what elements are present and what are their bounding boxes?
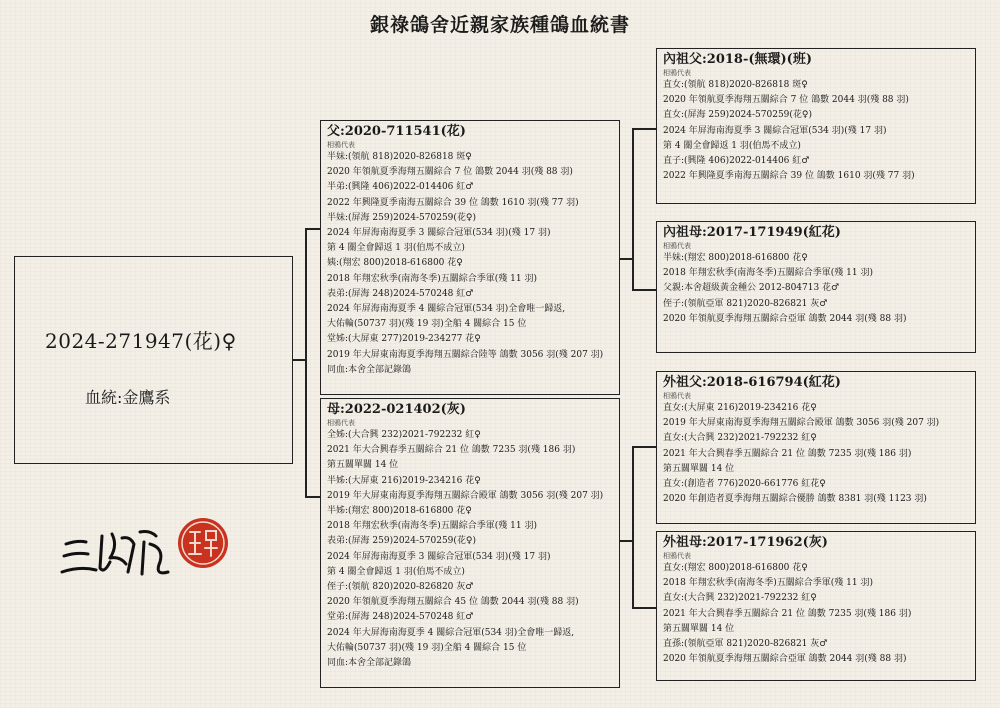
record-line: 半妹:(屏海 259)2024-570259(花♀) [327, 212, 476, 223]
record-line: 2020 年領航夏季海翔五關綜合 7 位 鴿數 2044 羽(殘 88 羽) [663, 95, 909, 106]
page-title: 銀祿鴿舍近親家族種鴿血統書 [369, 14, 630, 36]
record-line: 2020 年領航夏季海翔五關綜合 7 位 鴿數 2044 羽(殘 88 羽) [327, 167, 573, 178]
pgm-ring: 內祖母:2017-171949(紅花) [663, 225, 841, 240]
record-line: 2018 年翔宏秋季(南海冬季)五關綜合季軍(殘 11 羽) [663, 578, 873, 589]
main-ring-number: 2024-271947(花)♀ [45, 329, 237, 353]
paternal-grandmother-box [656, 221, 976, 353]
record-line: 第 4 關全會歸返 1 羽(伯馬不成立) [327, 566, 465, 577]
father-ring: 父:2020-711541(花) [327, 124, 466, 139]
record-line: 2021 年大合興春季五關綜合 21 位 鴿數 7235 羽(殘 186 羽) [663, 608, 912, 619]
record-line: 姨:(翔宏 800)2018-616800 花♀ [327, 258, 463, 269]
red-seal-stamp [176, 516, 230, 570]
record-line: 2022 年興隆夏季南海五關綜合 39 位 鴿數 1610 羽(殘 77 羽) [663, 171, 915, 182]
record-line: 2021 年大合興春季五關綜合 21 位 鴿數 7235 羽(殘 186 羽) [327, 445, 576, 456]
paternal-grandfather-box [656, 48, 976, 204]
record-line: 半姊:(翔宏 800)2018-616800 花♀ [327, 506, 472, 517]
record-line: 2019 年大屏東南海夏季海翔五關綜合殿軍 鴿數 3056 羽(殘 207 羽) [327, 490, 604, 501]
record-line: 半妹:(翔宏 800)2018-616800 花♀ [663, 253, 808, 263]
record-line: 2024 年屏海南海夏季 4 關綜合冠軍(534 羽)全會唯一歸返, [327, 304, 566, 315]
record-line: 第五關單關 14 位 [663, 623, 735, 634]
record-line: 2024 年大屏海南海夏季 4 關綜合冠軍(534 羽)全會唯一歸返, [327, 627, 575, 638]
record-line: 2020 年創造者夏季海翔五關綜合優勝 鴿數 8381 羽(殘 1123 羽) [663, 494, 927, 505]
mgm-lines [663, 561, 969, 667]
record-line: 表弟:(屏海 248)2024-570248 紅♂ [327, 288, 474, 299]
pgm-sub: 相鴉代表 [663, 242, 691, 250]
father-box [320, 120, 620, 395]
main-strain: 血統:金鷹系 [85, 388, 171, 407]
record-line: 2019 年大屏東南海夏季海翔五關綜合陸等 鴿數 3056 羽(殘 207 羽) [327, 349, 604, 360]
pgf-lines [663, 78, 969, 184]
handwritten-signature [60, 522, 180, 582]
record-line: 2019 年大屏東南海夏季海翔五關綜合殿軍 鴿數 3056 羽(殘 207 羽) [663, 418, 940, 429]
record-line: 第 4 關全會歸返 1 羽(伯馬不成立) [327, 243, 465, 254]
record-line: 2024 年屏海南海夏季 3 關綜合冠軍(534 羽)(殘 17 羽) [327, 228, 551, 239]
record-line: 半弟:(興隆 406)2022-014406 紅♂ [327, 182, 474, 193]
connector-father [305, 228, 320, 230]
main-pigeon-box [14, 256, 293, 464]
record-line: 直女:(大合興 232)2021-792232 紅♀ [663, 593, 817, 604]
mother-ring: 母:2022-021402(灰) [327, 402, 466, 417]
record-line: 2024 年屏海南海夏季 3 關綜合冠軍(534 羽)(殘 17 羽) [663, 125, 887, 136]
record-line: 同血:本舍全部記錄鴿 [327, 364, 412, 375]
connector-main-vertical [305, 228, 307, 497]
record-line: 第 4 關全會歸返 1 羽(伯馬不成立) [663, 140, 801, 151]
record-line: 直女:(翔宏 800)2018-616800 花♀ [663, 563, 808, 573]
record-line: 直女:(大屏東 216)2019-234216 花♀ [663, 403, 817, 413]
record-line: 第五關單關 14 位 [663, 463, 735, 474]
pgf-sub: 相鴉代表 [663, 69, 691, 77]
mgm-ring: 外祖母:2017-171962(灰) [663, 535, 828, 550]
record-line: 半姊:(大屏東 216)2019-234216 花♀ [327, 475, 481, 486]
record-line: 堂姊:(大屏東 277)2019-234277 花♀ [327, 334, 481, 345]
record-line: 第五關單關 14 位 [327, 460, 399, 471]
connector-pgm [632, 289, 656, 291]
mgm-sub: 相鴉代表 [663, 552, 691, 560]
connector-father-vertical [632, 128, 634, 290]
record-line: 2020 年領航夏季海翔五關綜合 45 位 鴿數 2044 羽(殘 88 羽) [327, 597, 579, 608]
record-line: 同血:本舍全部記錄鴿 [327, 658, 412, 669]
record-line: 直孫:(領航亞軍 821)2020-826821 灰♂ [663, 639, 828, 650]
record-line: 2018 年翔宏秋季(南海冬季)五關綜合季軍(殘 11 羽) [663, 268, 873, 279]
connector-mgm [632, 607, 656, 609]
record-line: 2024 年屏海南海夏季 3 關綜合冠軍(534 羽)(殘 17 羽) [327, 551, 551, 562]
record-line: 2020 年領航夏季海翔五關綜合亞軍 鴿數 2044 羽(殘 88 羽) [663, 654, 907, 665]
maternal-grandmother-box [656, 531, 976, 681]
connector-pgf [632, 128, 656, 130]
record-line: 侄子:(領航亞軍 821)2020-826821 灰♂ [663, 298, 828, 309]
father-lines [327, 150, 613, 378]
record-line: 直女:(屏海 259)2024-570259(花♀) [663, 110, 812, 121]
mgf-lines [663, 401, 969, 507]
father-sub: 相鴉代表 [327, 141, 355, 149]
record-line: 直女:(創造者 776)2020-661776 紅花♀ [663, 479, 826, 490]
mgf-sub: 相鴉代表 [663, 392, 691, 400]
connector-mother [305, 496, 320, 498]
connector-mgf [632, 446, 656, 448]
mgf-ring: 外祖父:2018-616794(紅花) [663, 375, 841, 390]
record-line: 表弟:(屏海 259)2024-570259(花♀) [327, 536, 476, 547]
record-line: 2020 年領航夏季海翔五關綜合亞軍 鴿數 2044 羽(殘 88 羽) [663, 313, 907, 324]
record-line: 直女:(大合興 232)2021-792232 紅♀ [663, 433, 817, 444]
maternal-grandfather-box [656, 371, 976, 524]
record-line: 堂弟:(屏海 248)2024-570248 紅♂ [327, 612, 474, 623]
record-line: 2018 年翔宏秋季(南海冬季)五關綜合季軍(殘 11 羽) [327, 521, 537, 532]
record-line: 2021 年大合興春季五關綜合 21 位 鴿數 7235 羽(殘 186 羽) [663, 448, 912, 459]
record-line: 大佑輪(50737 羽)(殘 19 羽)全船 4 關綜合 15 位 [327, 642, 527, 653]
record-line: 大佑輪(50737 羽)(殘 19 羽)全船 4 關綜合 15 位 [327, 319, 527, 330]
record-line: 半妹:(領航 818)2020-826818 斑♀ [327, 152, 472, 162]
record-line: 2022 年興隆夏季南海五關綜合 39 位 鴿數 1610 羽(殘 77 羽) [327, 197, 579, 208]
mother-lines [327, 428, 613, 671]
record-line: 全姊:(大合興 232)2021-792232 紅♀ [327, 430, 481, 440]
record-line: 侄子:(領航 820)2020-826820 灰♂ [327, 582, 474, 593]
connector-mother-vertical [632, 446, 634, 608]
record-line: 2018 年翔宏秋季(南海冬季)五關綜合季軍(殘 11 羽) [327, 273, 537, 284]
mother-sub: 相鴉代表 [327, 419, 355, 427]
pgm-lines [663, 251, 969, 327]
record-line: 直女:(領航 818)2020-826818 斑♀ [663, 80, 808, 90]
record-line: 父親:本舍超級黃金種公 2012-804713 花♂ [663, 283, 840, 294]
pgf-ring: 內祖父:2018-(無環)(班) [663, 52, 812, 67]
record-line: 直子:(興隆 406)2022-014406 紅♂ [663, 156, 810, 167]
mother-box [320, 398, 620, 688]
